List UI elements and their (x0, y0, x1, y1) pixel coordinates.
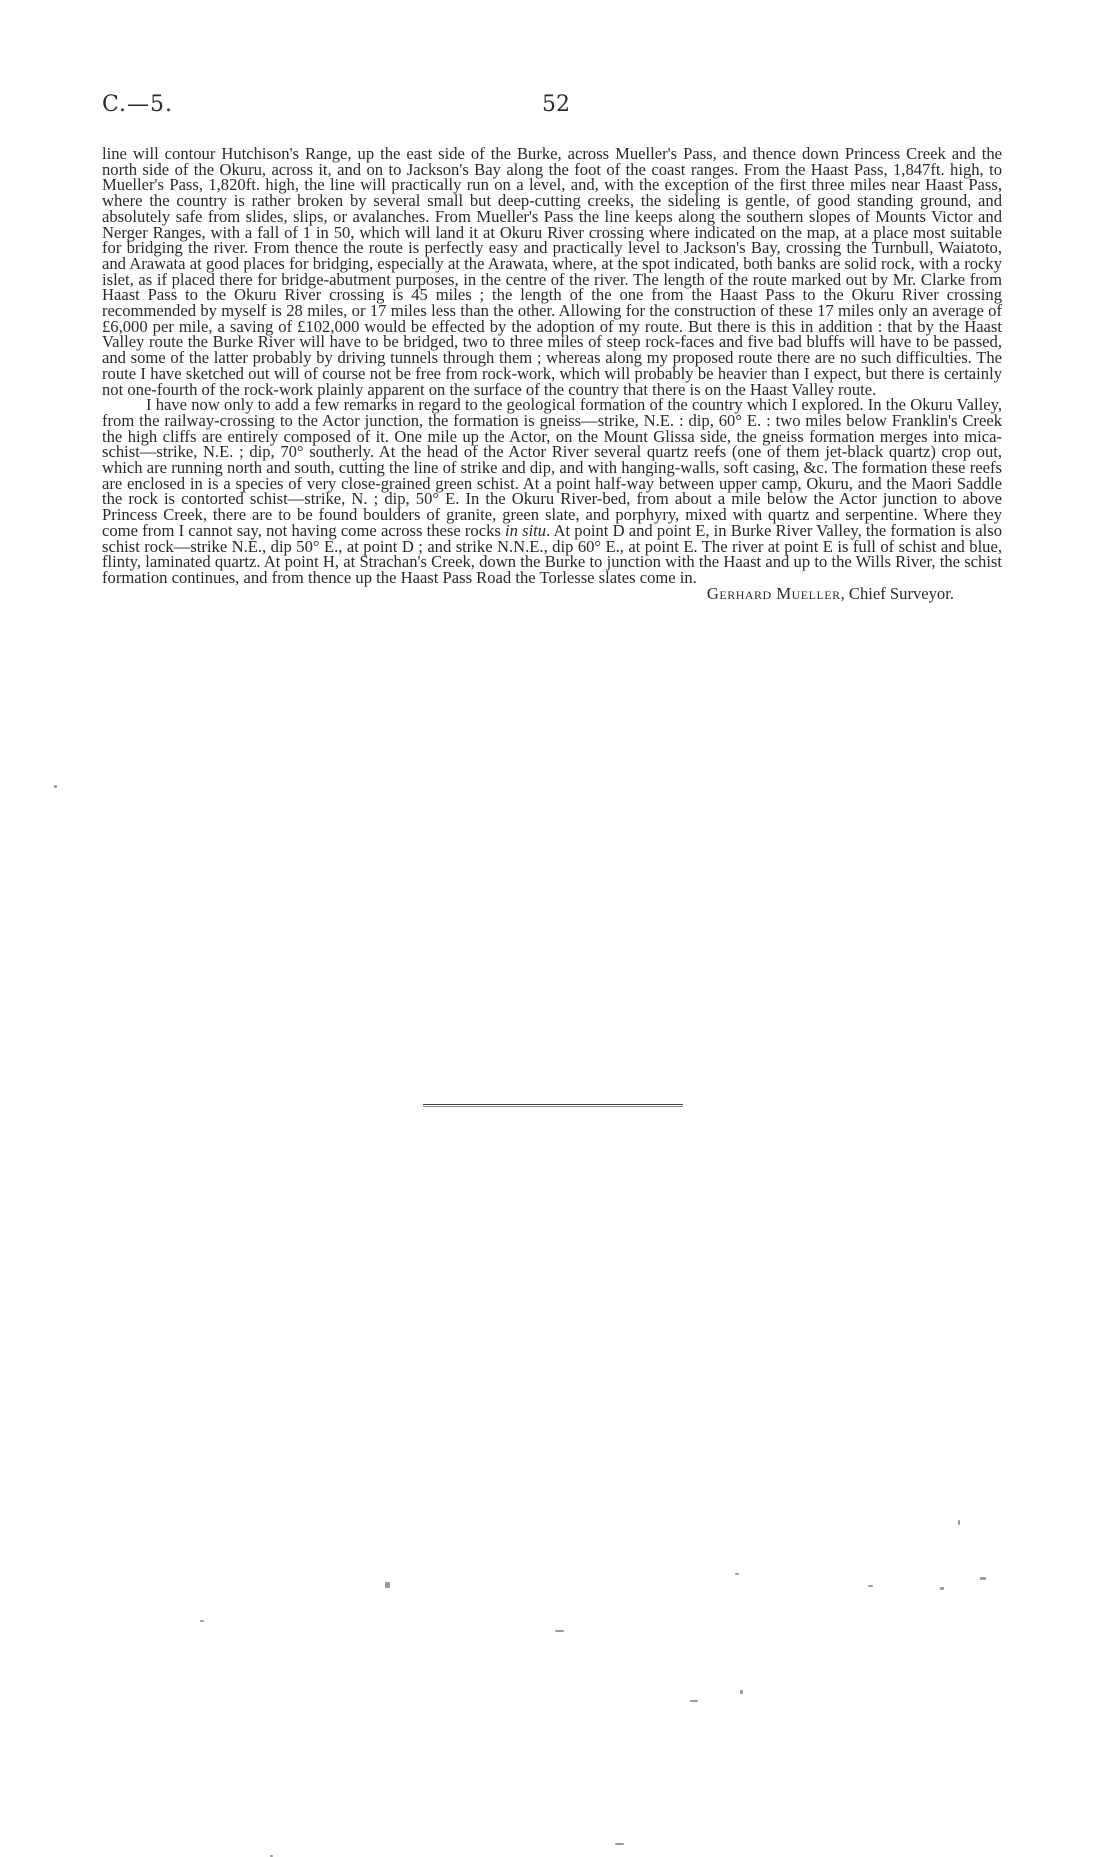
paragraph-geology (102, 395, 1002, 603)
signature (663, 583, 954, 603)
scan-speck (555, 1630, 564, 1632)
section-divider (423, 1104, 683, 1107)
scan-speck (940, 1587, 944, 1590)
scan-speck (385, 1582, 390, 1588)
document-reference: C.—5. (102, 92, 174, 117)
page-number: 52 (542, 92, 570, 117)
scan-speck (740, 1690, 743, 1694)
geology-text-end: . At point D and point E, in Burke River Valley, the formation is also schist rock—strike N.E., dip 50° E., at point D ; and strike N.N.E., dip 60° E., at point E. The river at point E is full of schist and blue, flinty, laminated quartz. At point H, at Strachan's Creek, down the Burke to junction with the Haast and up to the Wills River, the schist formation continues, and from thence up the Haast Pass Road the Torlesse slates come in. (102, 520, 1002, 587)
scan-speck (200, 1620, 204, 1622)
scan-speck (735, 1573, 739, 1575)
scan-speck (54, 785, 57, 788)
italic-term: in situ (505, 520, 547, 540)
page-header (102, 92, 1002, 126)
signature-name: Gerhard Mueller (706, 583, 841, 603)
scan-speck (868, 1585, 873, 1587)
scan-speck (690, 1700, 698, 1702)
signature-title: , Chief Surveyor. (840, 583, 954, 603)
scan-speck (980, 1577, 986, 1580)
scan-speck (958, 1520, 960, 1525)
scan-speck (615, 1843, 624, 1845)
body-text (102, 146, 1002, 601)
paragraph-route: line will contour Hutchison's Range, up the east side of the Burke, across Mueller's Pass, and thence down Princess Creek and the north side of the Okuru, across it, and on to Jackson's Bay along the foot of the coast ranges. From the Haast Pass, 1,847ft. high, to Mueller's Pass, 1,820ft. high, the line will practically run on a level, and, with the exception of the first three miles near Haast Pass, where the country is rather broken by several small but deep-cutting creeks, the sideling is gentle, of good standing ground, and absolutely safe from slides, slips, or avalanches. From Mueller's Pass the line keeps along the southern slopes of Mounts Victor and Nerger Ranges, with a fall of 1 in 50, which will land it at Okuru River crossing where indicated on the map, at a place most suitable for bridging the river. From thence the route is perfectly easy and practically level to Jackson's Bay, crossing the Turnbull, Waiatoto, and Arawata at good places for bridging, especially at the Arawata, where, at the spot indicated, both banks are solid rock, with a rocky islet, as if placed there for bridge-abutment purposes, in the centre of the river. The length of the route marked out by Mr. Clarke from Haast Pass to the Okuru River crossing is 45 miles ; the length of the one from the Haast Pass to the Okuru River crossing recommended by myself is 28 miles, or 17 miles less than the other. Allowing for the construction of these 17 miles only an average of £6,000 per mile, a saving of £102,000 would be effected by the adoption of my route. But there is this in addition : that by the Haast Valley route the Burke River will have to be bridged, two to three miles of steep rock-faces and five bad bluffs will have to be passed, and some of the latter probably by driving tunnels through them ; whereas along my proposed route there are no such difficulties. The route I have sketched out will of course not be free from rock-work, which will probably be heavier than I expect, but there is certainly not one-fourth of the rock-work plainly apparent on the surface of the country that there is on the Haast Valley route. (102, 144, 1002, 399)
geology-text-start: I have now only to add a few remarks in regard to the geological formation of the country which I explored. In the Okuru Valley, from the railway-crossing to the Actor junction, the formation is gneiss—strike, N.E. : dip, 60° E. : two miles below Franklin's Creek the high cliffs are entirely composed of it. One mile up the Actor, on the Mount Glissa side, the gneiss formation merges into mica-schist—strike, N.E. ; dip, 70° southerly. At the head of the Actor River several quartz reefs (one of them jet-black quartz) crop out, which are running north and south, cutting the line of strike and dip, and with hanging-walls, soft casing, &c. The formation these reefs are enclosed in is a species of very close-grained green schist. At a point half-way between upper camp, Okuru, and the Maori Saddle the rock is contorted schist—strike, N. ; dip, 50° E. In the Okuru River-bed, from about a mile below the Actor junction to above Princess Creek, there are to be found boulders of granite, green slate, and porphyry, mixed with quartz and serpentine. Where they come from I cannot say, not having come across these rocks (102, 395, 1002, 540)
